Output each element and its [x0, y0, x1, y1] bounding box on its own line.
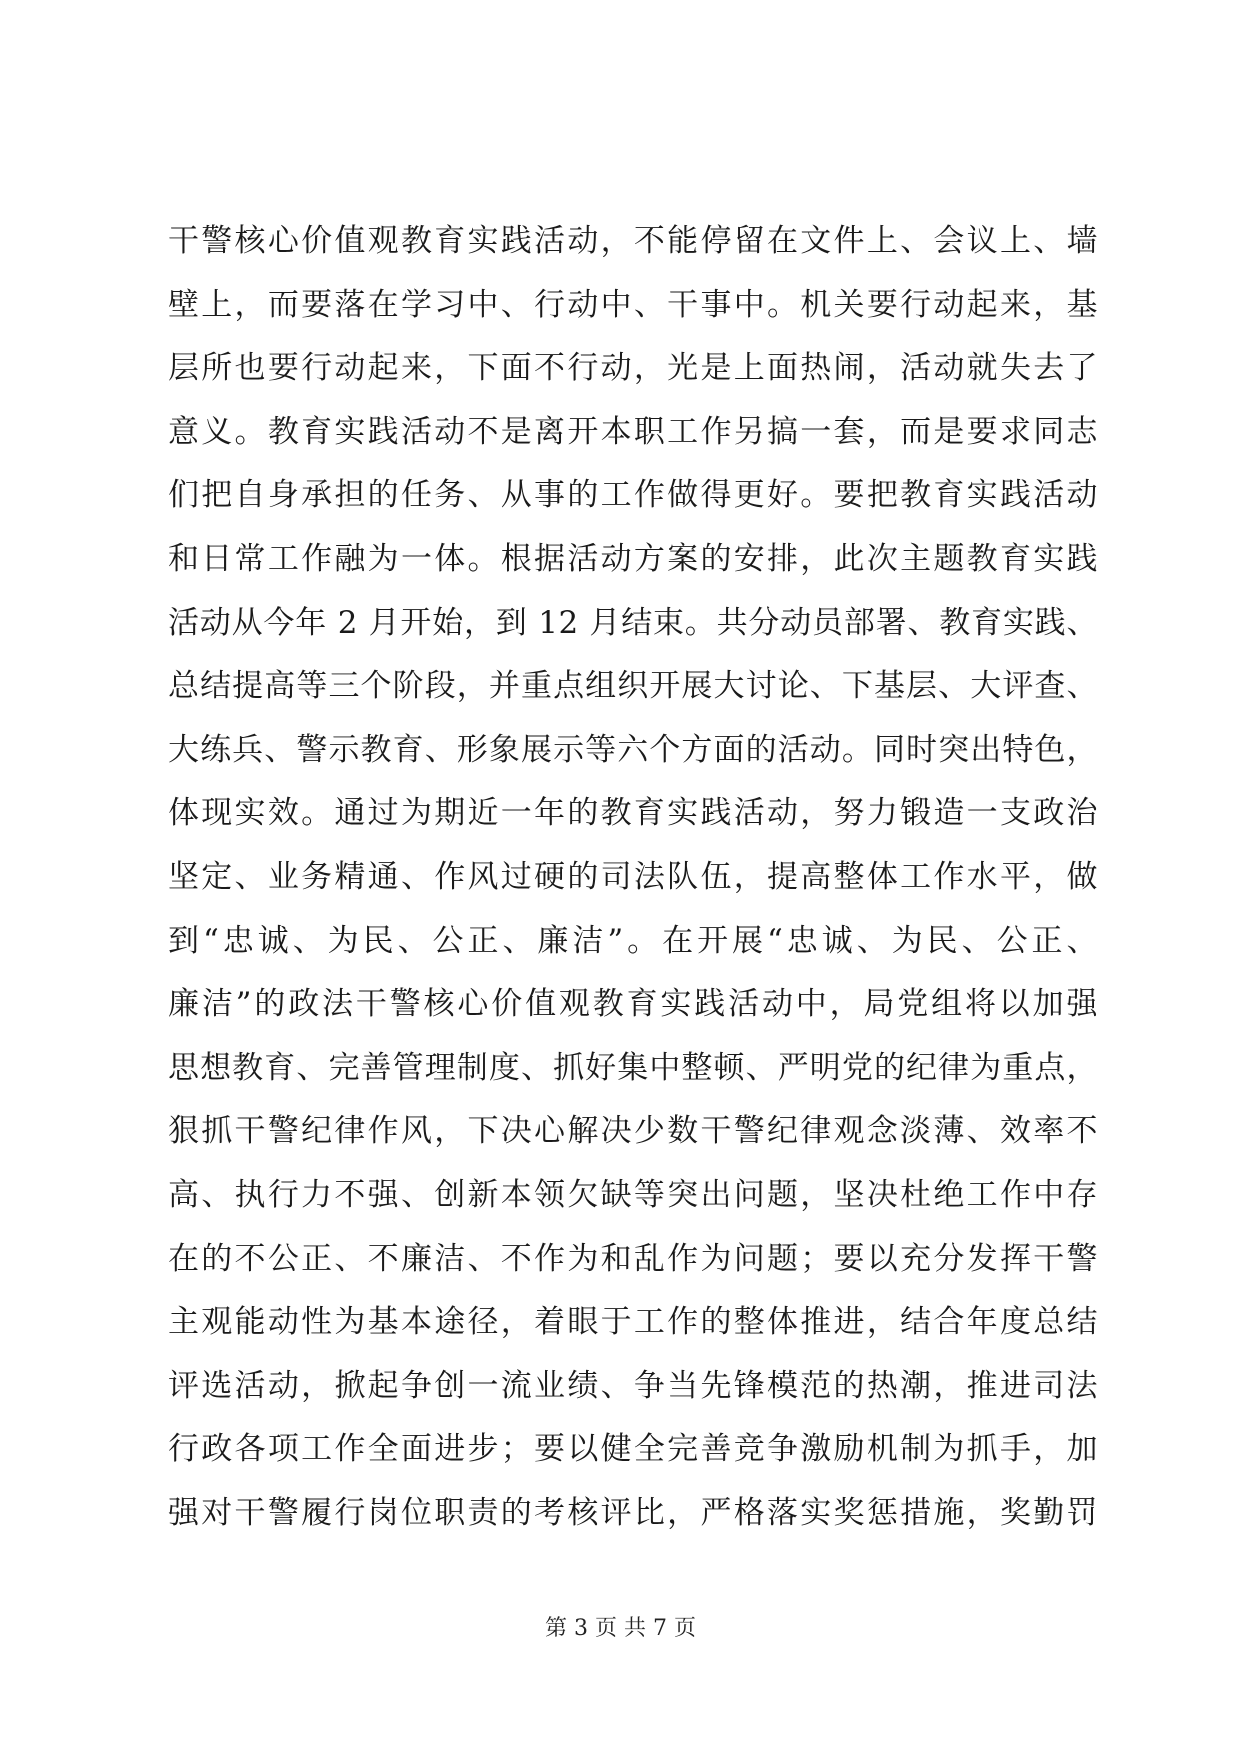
text-line: 壁上，而要落在学习中、行动中、干事中。机关要行动起来，基	[168, 286, 1098, 323]
text-line: 主观能动性为基本途径，着眼于工作的整体推进，结合年度总结	[168, 1304, 1098, 1341]
text-line: 意义。教育实践活动不是离开本职工作另搞一套，而是要求同志	[168, 413, 1098, 450]
body-text	[168, 223, 1098, 1545]
text-line: 层所也要行动起来，下面不行动，光是上面热闹，活动就失去了	[168, 350, 1098, 387]
text-line: 活动从今年 2 月开始，到 12 月结束。共分动员部署、教育实践、	[168, 604, 1098, 641]
text-line: 坚定、业务精通、作风过硬的司法队伍，提高整体工作水平，做	[168, 858, 1098, 895]
text-line: 在的不公正、不廉洁、不作为和乱作为问题；要以充分发挥干警	[168, 1240, 1098, 1277]
text-line: 思想教育、完善管理制度、抓好集中整顿、严明党的纪律为重点，	[168, 1049, 1098, 1086]
text-line: 狠抓干警纪律作风，下决心解决少数干警纪律观念淡薄、效率不	[168, 1113, 1098, 1150]
text-line: 强对干警履行岗位职责的考核评比，严格落实奖惩措施，奖勤罚	[168, 1494, 1098, 1531]
text-line: 高、执行力不强、创新本领欠缺等突出问题，坚决杜绝工作中存	[168, 1176, 1098, 1213]
text-line: 评选活动，掀起争创一流业绩、争当先锋模范的热潮，推进司法	[168, 1367, 1098, 1404]
text-line: 们把自身承担的任务、从事的工作做得更好。要把教育实践活动	[168, 477, 1098, 514]
text-line: 大练兵、警示教育、形象展示等六个方面的活动。同时突出特色，	[168, 731, 1098, 768]
page-footer: 第 3 页 共 7 页	[545, 1616, 696, 1641]
text-line: 总结提高等三个阶段，并重点组织开展大讨论、下基层、大评查、	[168, 668, 1098, 705]
text-line: 干警核心价值观教育实践活动，不能停留在文件上、会议上、墙	[168, 223, 1098, 259]
text-line: 到“忠诚、为民、公正、廉洁”。在开展“忠诚、为民、公正、	[168, 922, 1098, 959]
text-line: 廉洁”的政法干警核心价值观教育实践活动中，局党组将以加强	[168, 986, 1098, 1023]
text-line: 体现实效。通过为期近一年的教育实践活动，努力锻造一支政治	[168, 795, 1098, 832]
text-line: 和日常工作融为一体。根据活动方案的安排，此次主题教育实践	[168, 540, 1098, 577]
text-line: 行政各项工作全面进步；要以健全完善竞争激励机制为抓手，加	[168, 1431, 1098, 1468]
